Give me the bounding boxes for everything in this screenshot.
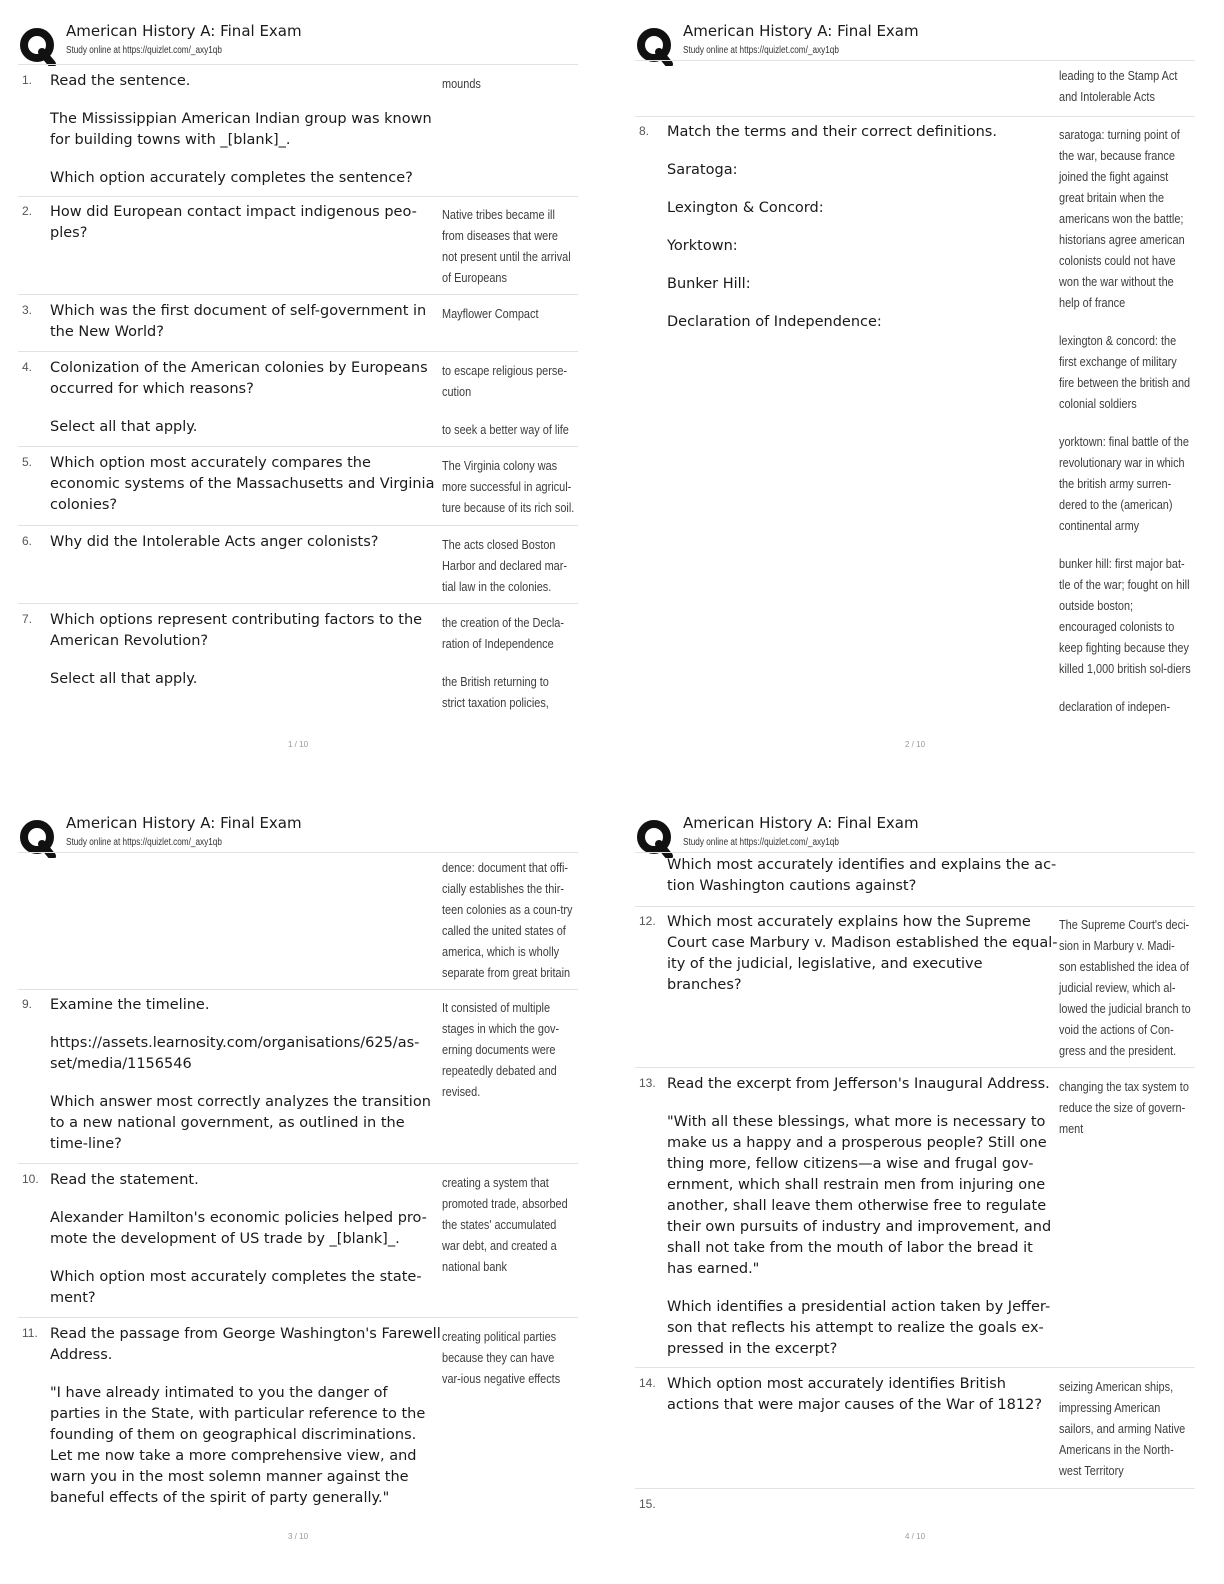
question-text: Read the sentence. The Mississippian American Indian group was known for building towns with _[blank]_. Which option accurately completes the sentence? <box>50 73 432 186</box>
page-1 <box>0 0 580 760</box>
question-row <box>635 906 1195 1068</box>
doc-title: American History A: Final Exam <box>683 22 919 40</box>
question-number: 13. <box>639 1076 656 1090</box>
question-number: 8. <box>639 124 650 138</box>
answer-text: creating a system that promoted trade, absorbed the states' accumulated war debt, and created a national bank <box>442 1175 568 1274</box>
question-number: 6. <box>22 534 33 548</box>
answer-text: changing the tax system to reduce the size of govern-ment <box>1059 1079 1189 1136</box>
answer-text: The acts closed Boston Harbor and declared mar-tial law in the colonies. <box>442 537 568 594</box>
question-number: 2. <box>22 204 33 218</box>
question-row <box>18 989 578 1164</box>
question-row <box>18 1164 578 1318</box>
answer-text: The Supreme Court's deci-sion in Marbury v. Madi-son established the idea of judicial review, which al-lowed the judicial branch to void the actions of Con-gress and the president. <box>1059 917 1191 1058</box>
question-text: Read the excerpt from Jefferson's Inaugural Address. "With all these blessings, what more is necessary to make us a happy and a prosperous people? Still one thing more, fellow citizens—a wise and frugal gov-ernment, which shall restrain men from injuring one another, shall leave them otherwise free to regulate their own pursuits of industry and improvement, and shall not take from the mouth of labor the bread it has earned." Which identifies a presidential action taken by Jeffer-son that reflects his attempt to realize the goals ex-pressed in the excerpt? <box>667 1076 1052 1357</box>
question-number: 7. <box>22 612 33 626</box>
question-text: Which option most accurately identifies British actions that were major causes of the War of 1812? <box>667 1376 1043 1413</box>
question-text: How did European contact impact indigenous peo-ples? <box>50 204 417 241</box>
page-3 <box>0 792 580 1552</box>
page-4 <box>617 792 1197 1552</box>
question-number: 4. <box>22 360 33 374</box>
question-text: Examine the timeline. https://assets.learnosity.com/organisations/625/as-set/media/1156546 Which answer most correctly analyzes the transition to a new national government, as outlined in the time-line? <box>50 997 431 1152</box>
question-row <box>18 196 578 295</box>
question-row <box>635 852 1195 907</box>
page-number: 3 / 10 <box>288 1532 309 1541</box>
question-text: Which option most accurately compares the economic systems of the Massachusetts and Virginia colonies? <box>50 455 435 513</box>
question-row <box>18 447 578 526</box>
answer-text: creating political parties because they can have var-ious negative effects <box>442 1329 561 1386</box>
answer-text: the creation of the Decla-ration of Independence the British returning to strict taxation policies, <box>442 615 565 710</box>
page-number: 2 / 10 <box>905 740 926 749</box>
question-row <box>18 64 578 197</box>
question-number: 10. <box>22 1172 39 1186</box>
question-row <box>18 352 578 447</box>
question-row <box>635 1068 1195 1368</box>
question-text: Why did the Intolerable Acts anger colonists? <box>50 534 379 550</box>
question-number: 1. <box>22 73 33 87</box>
question-row <box>18 295 578 352</box>
answer-text: Mayflower Compact <box>442 306 539 321</box>
question-number: 9. <box>22 997 33 1011</box>
doc-subtitle: Study online at https://quizlet.com/_axy1qb <box>683 45 839 56</box>
question-text: Match the terms and their correct definitions. Saratoga: Lexington & Concord: Yorktown: Bunker Hill: Declaration of Independence: <box>667 124 997 330</box>
question-number: 14. <box>639 1376 656 1390</box>
answer-text: Native tribes became ill from diseases that were not present until the arrival of Europeans <box>442 207 571 285</box>
question-row <box>635 116 1195 736</box>
doc-title: American History A: Final Exam <box>66 814 302 832</box>
doc-subtitle: Study online at https://quizlet.com/_axy1qb <box>66 45 222 56</box>
question-number: 11. <box>22 1326 38 1340</box>
question-row <box>18 1318 578 1518</box>
question-number: 12. <box>639 914 656 928</box>
doc-title: American History A: Final Exam <box>66 22 302 40</box>
question-row <box>635 1368 1195 1489</box>
question-text: Which most accurately explains how the Supreme Court case Marbury v. Madison established the equal-ity of the judicial, legislative, and executive branches? <box>667 914 1058 993</box>
answer-text: mounds <box>442 76 481 91</box>
page-2 <box>617 0 1197 760</box>
answer-text: The Virginia colony was more successful in agricul-ture because of its rich soil. <box>442 458 575 515</box>
doc-subtitle: Study online at https://quizlet.com/_axy1qb <box>66 837 222 848</box>
question-text: Colonization of the American colonies by Europeans occurred for which reasons? Select all that apply. <box>50 360 428 435</box>
question-number: 5. <box>22 455 33 469</box>
page-number: 1 / 10 <box>288 740 309 749</box>
answer-text: dence: document that offi-cially establishes the thir-teen colonies as a coun-try called the united states of america, which is wholly separate from great britain <box>442 860 573 980</box>
page-number: 4 / 10 <box>905 1532 926 1541</box>
quizlet-logo-icon <box>18 26 58 66</box>
doc-subtitle: Study online at https://quizlet.com/_axy1qb <box>683 837 839 848</box>
answer-text: saratoga: turning point of the war, because france joined the fight against great britain when the americans won the battle; historians agree american colonists could not have won the war without the help of france lexington & concord: the first exchange of military fire between the british and colonial soldiers yorktown: final battle of the revolutionary war in which the british army surren-dered to the (american) continental army bunker hill: first major bat-tle of the war; fought on hill outside boston; encouraged colonists to keep fighting because they killed 1,000 british sol-diers declaration of indepen- <box>1059 127 1191 714</box>
question-row <box>635 1489 1195 1519</box>
answer-text: to escape religious perse-cution to seek a better way of life <box>442 363 569 437</box>
question-number: 3. <box>22 303 33 317</box>
question-text: Read the passage from George Washington's Farewell Address. "I have already intimated to you the danger of parties in the State, with particular reference to the founding of them on geographical discriminations. Let me now take a more comprehensive view, and warn you in the most solemn manner against the baneful effects of the spirit of party generally." <box>50 1326 441 1506</box>
doc-title: American History A: Final Exam <box>683 814 919 832</box>
question-row <box>635 60 1195 117</box>
question-row <box>18 604 578 728</box>
answer-text: leading to the Stamp Act and Intolerable Acts <box>1059 68 1178 104</box>
answer-text: seizing American ships, impressing American sailors, and arming Native Americans in the North-west Territory <box>1059 1379 1186 1478</box>
question-number: 15. <box>639 1497 656 1511</box>
question-text: Which was the first document of self-government in the New World? <box>50 303 427 340</box>
question-text: Which options represent contributing factors to the American Revolution? Select all that apply. <box>50 612 423 687</box>
question-row <box>18 526 578 604</box>
answer-text: It consisted of multiple stages in which the gov-erning documents were repeatedly debated and revised. <box>442 1000 560 1099</box>
question-text: Read the statement. Alexander Hamilton's economic policies helped pro-mote the development of US trade by _[blank]_. Which option most accurately completes the state-ment? <box>50 1172 427 1306</box>
question-row <box>18 852 578 990</box>
question-text: Which most accurately identifies and explains the ac-tion Washington cautions against? <box>667 857 1057 894</box>
